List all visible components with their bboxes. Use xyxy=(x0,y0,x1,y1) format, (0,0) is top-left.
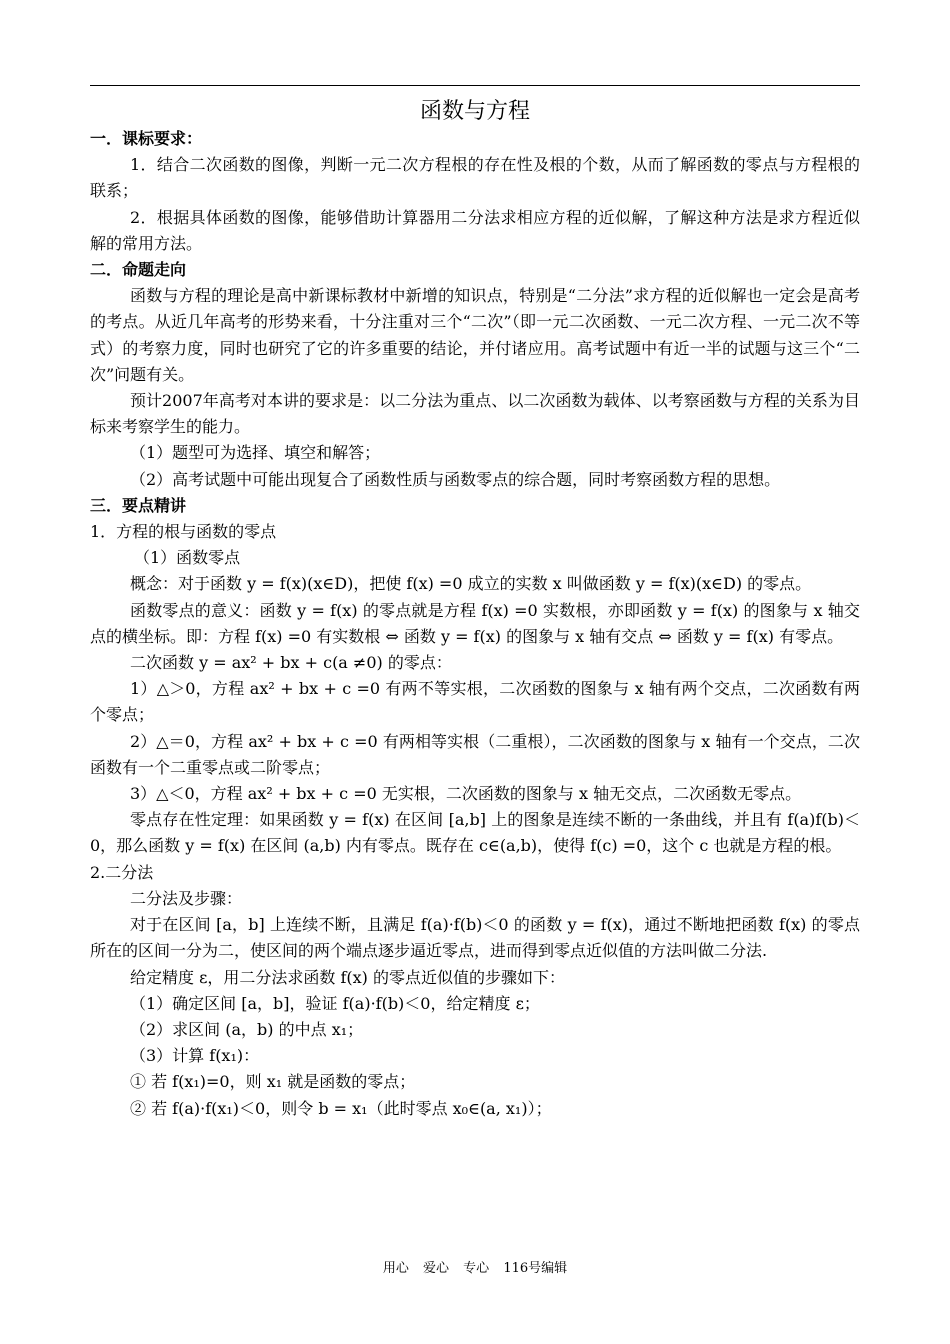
paragraph: 2．根据具体函数的图像，能够借助计算器用二分法求相应方程的近似解，了解这种方法是求方程近似解的常用方法。 xyxy=(90,207,860,253)
subsection-heading: 2.二分法 xyxy=(90,862,154,882)
section-heading-3: 三．要点精讲 xyxy=(90,495,187,515)
paragraph: 二分法及步骤： xyxy=(130,888,243,908)
footer-text: 专心 xyxy=(463,1261,490,1276)
step-item: ① 若 f(x₁)=0，则 x₁ 就是函数的零点； xyxy=(130,1072,416,1092)
paragraph: （1）题型可为选择、填空和解答； xyxy=(130,443,381,463)
paragraph: 零点存在性定理：如果函数 y = f(x) 在区间 [a,b] 上的图象是连续不断的一条曲线，并且有 f(a)f(b)＜0，那么函数 y = f(x) 在区间 (a,b) 内有零点。既存在 c∈(a,b)，使得 f(c) =0，这个 c 也就是方程的根。 xyxy=(90,810,860,856)
step-item: （1）确定区间 [a，b]，验证 f(a)·f(b)＜0，给定精度 ε； xyxy=(130,993,540,1013)
footer-text: 用心 xyxy=(382,1261,409,1276)
paragraph: 二次函数 y = ax² + bx + c(a ≠0) 的零点： xyxy=(130,653,452,673)
page-title: 函数与方程 xyxy=(419,99,530,124)
paragraph: 对于在区间 [a，b] 上连续不断，且满足 f(a)·f(b)＜0 的函数 y = f(x)，通过不断地把函数 f(x) 的零点所在的区间一分为二，使区间的两个端点逐步逼近零点，进而得到零点近似值的方法叫做二分法. xyxy=(90,915,860,961)
paragraph: 2）△＝0，方程 ax² + bx + c =0 有两相等实根（二重根），二次函数的图象与 x 轴有一个交点，二次函数有一个二重零点或二阶零点； xyxy=(90,731,860,777)
section-heading-1: 一．课标要求： xyxy=(90,129,203,148)
step-item: （3）计算 f(x₁)： xyxy=(130,1046,260,1066)
page-footer xyxy=(90,1257,860,1276)
section-heading-2: 二．命题走向 xyxy=(90,260,187,280)
footer-text: 爱心 xyxy=(423,1261,450,1276)
paragraph: 给定精度 ε，用二分法求函数 f(x) 的零点近似值的步骤如下： xyxy=(130,967,565,987)
header-rule xyxy=(90,85,860,86)
sub-subsection-heading: （1）函数零点 xyxy=(134,548,241,568)
paragraph: 1．结合二次函数的图像，判断一元二次方程根的存在性及根的个数，从而了解函数的零点与方程根的联系； xyxy=(90,155,860,201)
subsection-heading: 1．方程的根与函数的零点 xyxy=(90,522,277,542)
step-item: （2）求区间 (a，b) 的中点 x₁； xyxy=(130,1019,364,1039)
footer-text: 116号编辑 xyxy=(503,1261,568,1276)
paragraph: 1）△＞0，方程 ax² + bx + c =0 有两不等实根，二次函数的图象与 x 轴有两个交点，二次函数有两个零点； xyxy=(90,679,860,725)
step-item: ② 若 f(a)·f(x₁)＜0，则令 b = x₁（此时零点 x₀∈(a, x₁)）； xyxy=(130,1098,552,1118)
document-body xyxy=(90,126,860,1122)
paragraph: 函数与方程的理论是高中新课标教材中新增的知识点，特别是“二分法”求方程的近似解也一定会是高考的考点。从近几年高考的形势来看，十分注重对三个“二次”（即一元二次函数、一元二次方程、一元二次不等式）的考察力度，同时也研究了它的许多重要的结论，并付诸应用。高考试题中有近一半的试题与这三个“二次”问题有关。 xyxy=(90,286,860,384)
paragraph: 概念：对于函数 y = f(x)(x∈D)，把使 f(x) =0 成立的实数 x 叫做函数 y = f(x)(x∈D) 的零点。 xyxy=(130,574,812,594)
document-page xyxy=(90,0,860,1344)
paragraph: 3）△＜0，方程 ax² + bx + c =0 无实根，二次函数的图象与 x 轴无交点，二次函数无零点。 xyxy=(130,784,802,804)
paragraph: 预计2007年高考对本讲的要求是：以二分法为重点、以二次函数为载体、以考察函数与方程的关系为目标来考察学生的能力。 xyxy=(90,391,860,437)
paragraph: 函数零点的意义：函数 y = f(x) 的零点就是方程 f(x) =0 实数根，亦即函数 y = f(x) 的图象与 x 轴交点的横坐标。即：方程 f(x) =0 有实数根 ⇔ 函数 y = f(x) 的图象与 x 轴有交点 ⇔ 函数 y = f(x) 有零点。 xyxy=(90,600,860,646)
paragraph: （2）高考试题中可能出现复合了函数性质与函数零点的综合题，同时考察函数方程的思想。 xyxy=(130,469,781,489)
